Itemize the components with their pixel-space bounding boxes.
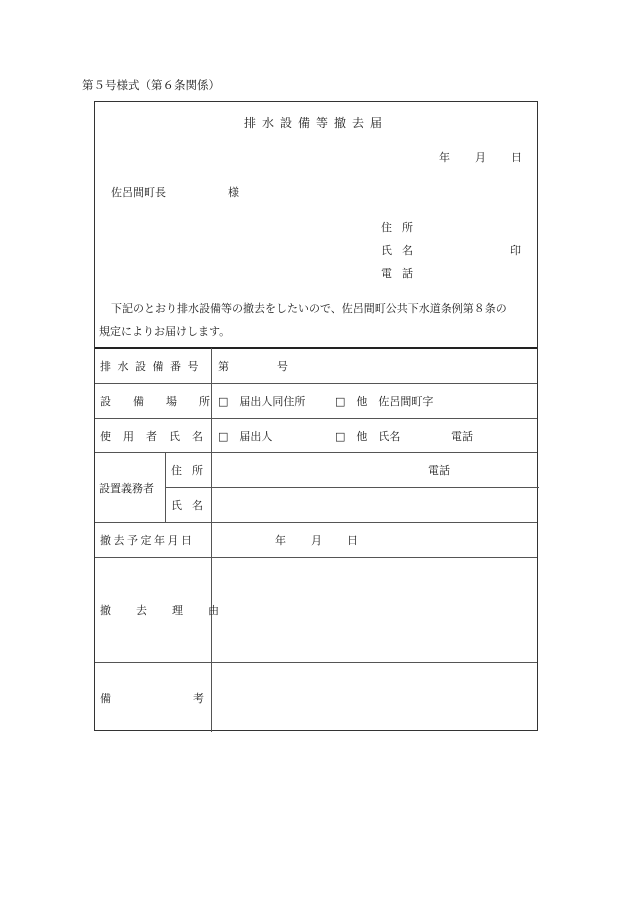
removal-reason-label: 撤去理由 bbox=[100, 604, 244, 617]
row-divider bbox=[95, 522, 537, 523]
honorific: 様 bbox=[228, 186, 239, 199]
date-day: 日 bbox=[511, 151, 522, 164]
form-number: 第５号様式（第６条関係） bbox=[82, 78, 220, 92]
removal-date-year: 年 bbox=[275, 534, 286, 547]
date-year: 年 bbox=[439, 151, 450, 164]
removal-date-label: 撤去予定年月日 bbox=[100, 534, 195, 547]
row-divider bbox=[95, 662, 537, 663]
applicant-phone-label: 電話 bbox=[381, 267, 423, 280]
remarks-label-end: 考 bbox=[193, 692, 204, 705]
facility-number-label: 排水設備番号 bbox=[100, 360, 205, 373]
user-phone-label: 電話 bbox=[451, 430, 473, 443]
installer-address-label: 住所 bbox=[171, 464, 213, 477]
removal-date-month: 月 bbox=[311, 534, 322, 547]
row-divider bbox=[95, 452, 537, 453]
statement-line-1: 下記のとおり排水設備等の撤去をしたいので、佐呂間町公共下水道条例第８条の bbox=[111, 302, 507, 315]
applicant-name-label: 氏名 bbox=[381, 244, 423, 257]
row-divider bbox=[95, 383, 537, 384]
installer-label: 設置義務者 bbox=[99, 482, 154, 495]
date-month: 月 bbox=[475, 151, 486, 164]
installer-phone-label: 電話 bbox=[428, 464, 450, 477]
installer-name-label: 氏名 bbox=[171, 499, 213, 512]
location-option-other[interactable]: □ 他 佐呂間町字 bbox=[335, 395, 434, 408]
column-divider bbox=[165, 453, 166, 522]
row-divider bbox=[95, 557, 537, 558]
user-name-label: 使用者氏名 bbox=[100, 430, 215, 443]
location-option-same-address[interactable]: □ 届出人同住所 bbox=[218, 395, 306, 408]
statement-line-2: 規定によりお届けします。 bbox=[99, 325, 231, 338]
form-frame bbox=[94, 101, 538, 731]
remarks-label-start: 備 bbox=[100, 692, 111, 705]
location-label: 設備場所 bbox=[100, 395, 232, 408]
form-title: 排水設備等撤去届 bbox=[243, 116, 388, 130]
applicant-address-label: 住所 bbox=[381, 221, 423, 234]
removal-date-day: 日 bbox=[347, 534, 358, 547]
row-divider bbox=[95, 418, 537, 419]
facility-number-suffix: 号 bbox=[277, 360, 288, 373]
user-option-other[interactable]: □ 他 氏名 bbox=[335, 430, 401, 443]
seal-mark: 印 bbox=[510, 244, 521, 257]
addressee: 佐呂間町長 bbox=[111, 186, 166, 199]
user-option-applicant[interactable]: □ 届出人 bbox=[218, 430, 273, 443]
facility-number-prefix: 第 bbox=[218, 360, 229, 373]
header-divider bbox=[95, 347, 537, 349]
row-divider bbox=[165, 487, 539, 488]
